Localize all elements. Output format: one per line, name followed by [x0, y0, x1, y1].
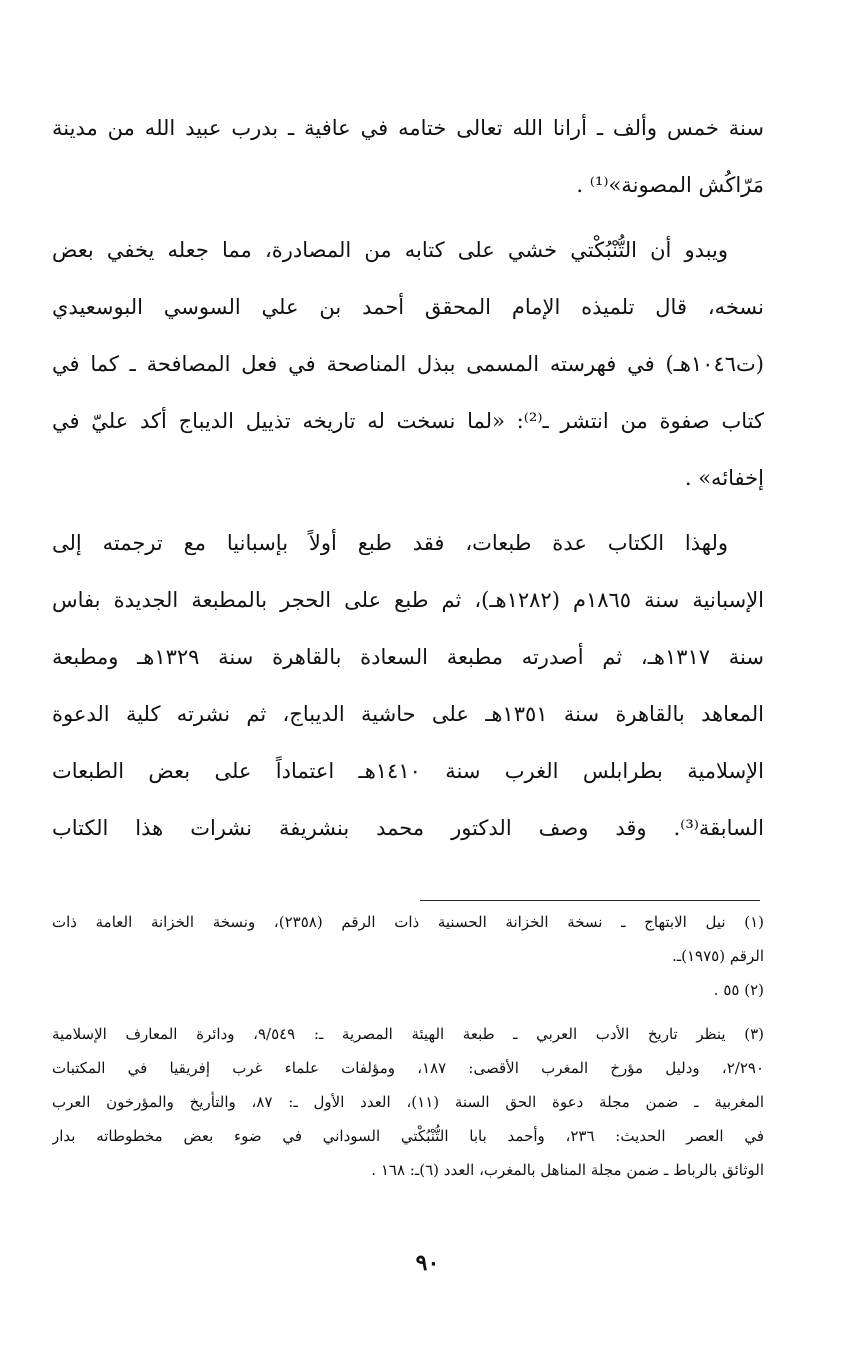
text-line: السابقة⁽³⁾. وقد وصف الدكتور محمد بنشريفة نشرات هذا الكتاب — [52, 816, 764, 840]
footnotes — [52, 905, 764, 1187]
footnote-line: (٢) ٥٥ . — [713, 981, 764, 999]
text-line: إخفائه» . — [684, 466, 764, 490]
footnote-line: المغربية ـ ضمن مجلة دعوة الحق السنة (١١)، العدد الأول ـ: ٨٧، والتأريخ والمؤرخون العرب — [52, 1093, 764, 1111]
footnote-line: (١) نيل الابتهاج ـ نسخة الخزانة الحسنية ذات الرقم (٢٣٥٨)، ونسخة الخزانة العامة ذات — [52, 913, 764, 931]
main-text — [52, 100, 764, 857]
text-line: ويبدو أن التُّنْبُكْتي خشي على كتابه من المصادرة، مما جعله يخفي بعض — [52, 238, 728, 262]
text-line: سنة خمس وألف ـ أرانا الله تعالى ختامه في عافية ـ بدرب عبيد الله من مدينة — [52, 116, 764, 140]
text-line: الإسلامية بطرابلس الغرب سنة ١٤١٠هـ اعتماداً على بعض الطبعات — [52, 759, 764, 783]
text-line: ولهذا الكتاب عدة طبعات، فقد طبع أولاً بإسبانيا مع ترجمته إلى — [52, 531, 728, 555]
footnote-line: (٣) ينظر تاريخ الأدب العربي ـ طبعة الهيئة المصرية ـ: ٩/٥٤٩، ودائرة المعارف الإسلامية — [52, 1025, 764, 1043]
paragraph-1 — [52, 100, 764, 214]
footnote-line: الرقم (١٩٧٥)ـ. — [671, 947, 764, 965]
paragraph-2 — [52, 222, 764, 507]
page-number: ٩٠ — [415, 1250, 440, 1276]
footnote-line: في العصر الحديث: ٢٣٦، وأحمد بابا التُّنْبُكْتي السوداني في ضوء بعض مخطوطاته بدار — [52, 1127, 764, 1145]
footnote-2 — [52, 973, 764, 1007]
footnote-line: ٢/٢٩٠، ودليل مؤرخ المغرب الأقصى: ١٨٧، ومؤلفات علماء غرب إفريقيا في المكتبات — [52, 1059, 764, 1077]
footnote-1 — [52, 905, 764, 973]
text-line: كتاب صفوة من انتشر ـ⁽²⁾: «لما نسخت له تاريخه تذييل الديباج أكد عليّ في — [52, 409, 764, 433]
paragraph-3 — [52, 515, 764, 857]
footnote-line: الوثائق بالرباط ـ ضمن مجلة المناهل بالمغرب، العدد (٦)ـ: ١٦٨ . — [371, 1161, 764, 1179]
text-line: (ت١٠٤٦هـ) في فهرسته المسمى ببذل المناصحة في فعل المصافحة ـ كما في — [52, 352, 764, 376]
text-line: المعاهد بالقاهرة سنة ١٣٥١هـ على حاشية الديباج، ثم نشرته كلية الدعوة — [52, 702, 764, 726]
footnote-divider — [420, 900, 760, 901]
footnote-3 — [52, 1017, 764, 1187]
text-line: نسخه، قال تلميذه الإمام المحقق أحمد بن علي السوسي البوسعيدي — [52, 295, 764, 319]
text-line: سنة ١٣١٧هـ، ثم أصدرته مطبعة السعادة بالقاهرة سنة ١٣٢٩هـ ومطبعة — [52, 645, 764, 669]
text-line: الإسبانية سنة ١٨٦٥م (١٢٨٢هـ)، ثم طبع على الحجر بالمطبعة الجديدة بفاس — [52, 588, 764, 612]
text-line: مَرّاكُش المصونة»⁽¹⁾ . — [576, 173, 764, 197]
